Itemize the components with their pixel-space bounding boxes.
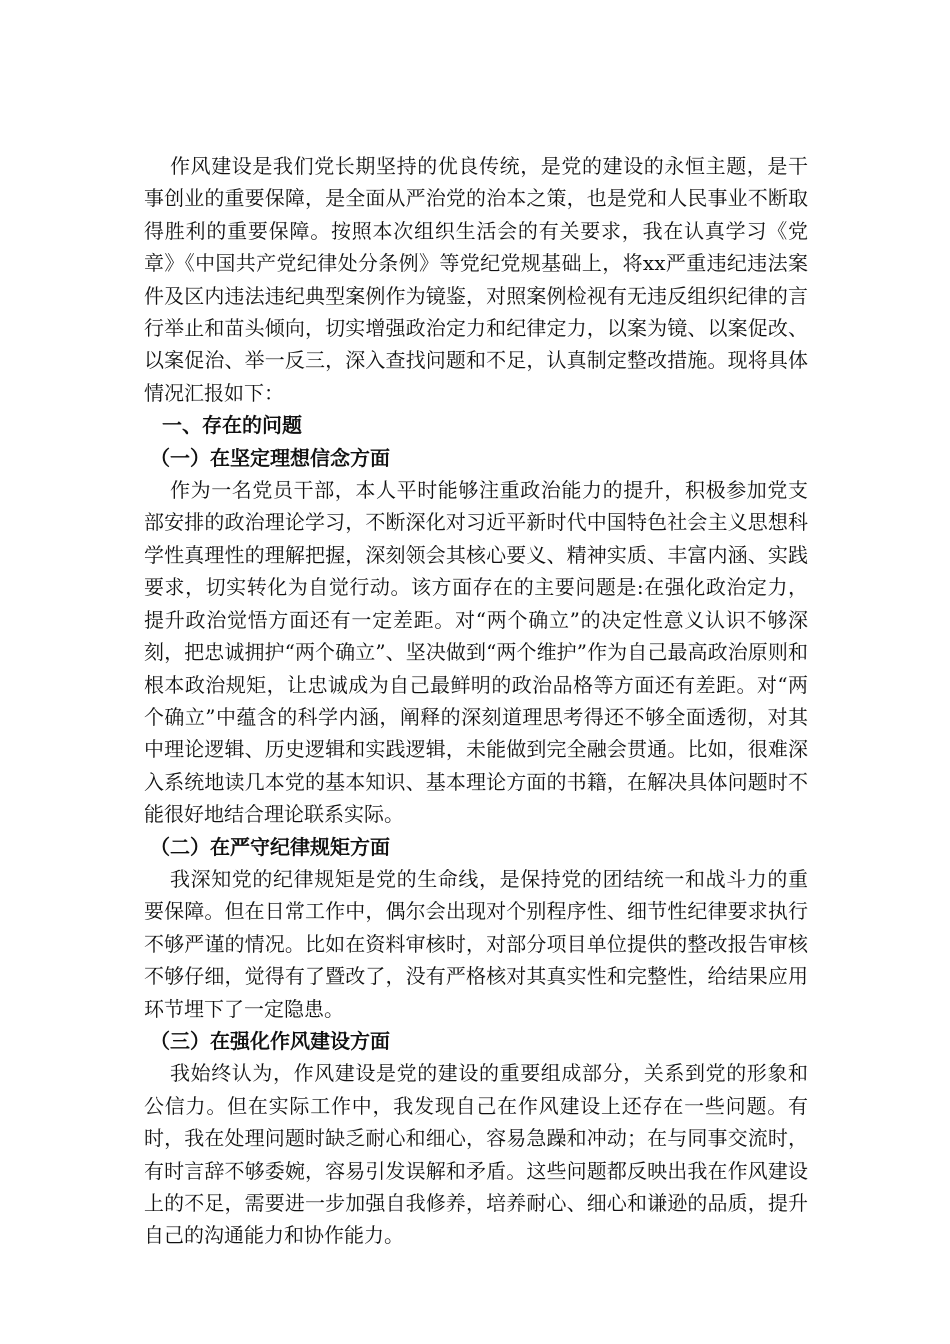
paragraph-discipline: 我深知党的纪律规矩是党的生命线，是保持党的团结统一和战斗力的重要保障。但在日常工作中，偶尔会出现对个别程序性、细节性纪律要求执行不够严谨的情况。比如在资料审核时，对部分项目单位提供的整改报告审核不够仔细，觉得有了暨改了，没有严格核对其真实性和完整性，给结果应用环节埋下了一定隐患。 <box>144 866 808 1021</box>
subsection-heading-ideals: （一）在坚定理想信念方面 <box>150 445 390 470</box>
intro-paragraph: 作风建设是我们党长期坚持的优良传统，是党的建设的永恒主题，是干事创业的重要保障，是全面从严治党的治本之策，也是党和人民事业不断取得胜利的重要保障。按照本次组织生活会的有关要求，我在认真学习《党章》《中国共产党纪律处分条例》等党纪党规基础上，将xx严重违纪违法案件及区内违法违纪典型案例作为镜鉴，对照案例检视有无违反组织纪律的言行举止和苗头倾向，切实增强政治定力和纪律定力，以案为镜、以案促改、以案促治、举一反三，深入查找问题和不足，认真制定整改措施。现将具体情况汇报如下： <box>144 154 808 405</box>
paragraph-ideals: 作为一名党员干部，本人平时能够注重政治能力的提升，积极参加党支部安排的政治理论学习，不断深化对习近平新时代中国特色社会主义思想科学性真理性的理解把握，深刻领会其核心要义、精神实质、丰富内涵、实践要求，切实转化为自觉行动。该方面存在的主要问题是:在强化政治定力，提升政治觉悟方面还有一定差距。对“两个确立”的决定性意义认识不够深刻，把忠诚拥护“两个确立”、坚决做到“两个维护”作为自己最高政治原则和根本政治规矩，让忠诚成为自己最鲜明的政治品格等方面还有差距。对“两个确立”中蕴含的科学内涵，阐释的深刻道理思考得还不够全面透彻，对其中理论逻辑、历史逻辑和实践逻辑，未能做到完全融会贯通。比如，很难深入系统地读几本党的基本知识、基本理论方面的书籍，在解决具体问题时不能很好地结合理论联系实际。 <box>144 478 808 827</box>
subsection-heading-discipline: （二）在严守纪律规矩方面 <box>150 834 390 859</box>
paragraph-work-style: 我始终认为，作风建设是党的建设的重要组成部分，关系到党的形象和公信力。但在实际工作中，我发现自己在作风建设上还存在一些问题。有时，我在处理问题时缺乏耐心和细心，容易急躁和冲动；在与同事交流时，有时言辞不够委婉，容易引发误解和矛盾。这些问题都反映出我在作风建设上的不足，需要进一步加强自我修养，培养耐心、细心和谦逊的品质，提升自己的沟通能力和协作能力。 <box>144 1061 808 1248</box>
subsection-heading-work-style: （三）在强化作风建设方面 <box>150 1028 390 1053</box>
document-page <box>144 150 808 1252</box>
section-heading-problems: 一、存在的问题 <box>162 413 302 438</box>
